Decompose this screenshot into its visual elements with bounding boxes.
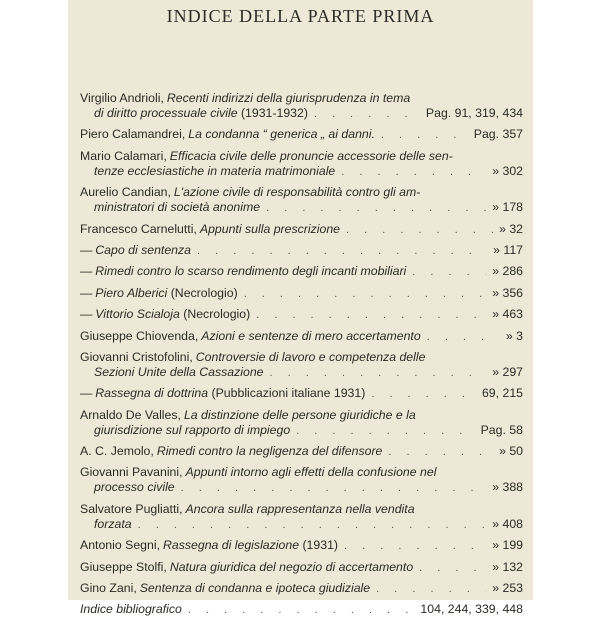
entry-continuation-line [80, 164, 523, 180]
index-entry [80, 386, 523, 402]
index-entry [80, 444, 523, 460]
entry-author: Mario Calamari, [80, 148, 167, 163]
entry-author: — [80, 242, 93, 257]
entry-first-line [80, 91, 523, 106]
entry-first-line [80, 149, 523, 164]
page-title: INDICE DELLA PARTE PRIMA [166, 6, 435, 26]
entry-pages: » 297 [492, 364, 523, 379]
index-entry [80, 91, 523, 122]
dot-leader [370, 582, 486, 597]
entry-pages: » 199 [492, 538, 523, 553]
index-entry [80, 149, 523, 180]
entry-author: Salvatore Pugliatti, [80, 501, 183, 516]
entry-first-line [80, 243, 523, 259]
entry-title: Rimedi contro la negligenza del difensore [156, 444, 383, 459]
dot-leader [335, 165, 486, 180]
entry-author: Piero Calamandrei, [80, 127, 186, 142]
entry-title: tenze ecclesiastiche in materia matrimoniale [94, 163, 336, 178]
index-entry [80, 408, 523, 439]
entry-first-line [80, 560, 523, 576]
entry-text [94, 480, 175, 495]
entry-title: Controversie di lavoro e competenza delle [195, 349, 426, 364]
index-entry [80, 538, 523, 554]
entry-title: La distinzione delle persone giuridiche e la [183, 407, 416, 422]
dot-leader [382, 445, 493, 460]
entry-text [94, 365, 264, 380]
entry-author: — [80, 307, 93, 322]
dot-leader [191, 244, 487, 259]
index-list [80, 91, 523, 624]
entry-text [94, 200, 260, 215]
entry-suffix: (1931) [299, 538, 339, 553]
entry-pages: 69, 215 [481, 386, 523, 401]
dot-leader [413, 561, 486, 576]
entry-title: forzata [94, 516, 132, 531]
entry-text [80, 127, 375, 142]
entry-text [80, 307, 250, 322]
index-entry [80, 286, 523, 302]
entry-title: La condanna “ generica „ ai danni. [188, 127, 375, 142]
entry-text [94, 164, 335, 179]
entry-text [94, 423, 290, 438]
entry-first-line [80, 444, 523, 460]
entry-text [94, 106, 308, 121]
entry-author: — [80, 285, 93, 300]
entry-continuation-line [80, 517, 523, 533]
entry-continuation-line [80, 423, 523, 439]
entry-author: Giuseppe Chiovenda, [80, 328, 199, 343]
entry-author: Giovanni Cristofolini, [80, 349, 193, 364]
entry-first-line [80, 408, 523, 423]
entry-text [94, 517, 132, 532]
entry-text [80, 465, 436, 480]
entry-title: di diritto processuale civile [94, 106, 238, 120]
index-entry [80, 307, 523, 323]
entry-pages: » 408 [492, 516, 523, 531]
entry-pages: » 463 [492, 307, 523, 322]
index-entry [80, 185, 523, 216]
index-entry [80, 243, 523, 259]
entry-pages: » 32 [499, 221, 523, 236]
entry-text [80, 264, 406, 279]
entry-text [80, 91, 410, 106]
entry-title: Efficacia civile delle pronuncie accessorie delle sen- [169, 148, 453, 163]
entry-first-line [80, 465, 523, 480]
entry-first-line [80, 386, 523, 402]
entry-title: Sezioni Unite della Cassazione [94, 364, 264, 379]
entry-author: A. C. Jemolo, [80, 444, 154, 459]
dot-leader [290, 424, 474, 439]
entry-text [80, 444, 382, 459]
entry-author: Antonio Segni, [80, 538, 160, 553]
entry-first-line [80, 127, 523, 143]
index-entry [80, 329, 523, 345]
entry-pages: » 132 [492, 559, 523, 574]
entry-author: Giovanni Pavanini, [80, 465, 183, 480]
entry-pages: » 388 [492, 480, 523, 495]
entry-first-line [80, 602, 523, 618]
entry-title: Piero Alberici [95, 285, 168, 300]
index-entry [80, 127, 523, 143]
entry-pages: » 302 [492, 163, 523, 178]
index-entry [80, 264, 523, 280]
entry-title: Azioni e sentenze di mero accertamento [201, 328, 421, 343]
index-entry [80, 502, 523, 533]
entry-pages: » 117 [493, 242, 523, 257]
entry-title: processo civile [94, 480, 175, 495]
entry-author: Virgilio Andrioli, [80, 91, 164, 105]
entry-first-line [80, 286, 523, 302]
entry-title: Rassegna di legislazione [163, 538, 300, 553]
book-page [68, 0, 533, 617]
entry-author: Francesco Carnelutti, [80, 221, 197, 236]
dot-leader [406, 265, 486, 280]
index-entry [80, 560, 523, 576]
entry-pages: » 286 [492, 264, 523, 279]
entry-title: Vittorio Scialoja [95, 307, 180, 322]
entry-pages: » 50 [499, 444, 523, 459]
entry-text [80, 185, 420, 200]
dot-leader [175, 481, 487, 496]
entry-title: Rassegna di dottrina [95, 386, 209, 401]
entry-suffix: (1931-1932) [237, 106, 308, 120]
entry-text [80, 222, 340, 237]
dot-leader [338, 539, 486, 554]
entry-title: Capo di sentenza [95, 242, 192, 257]
entry-continuation-line [80, 200, 523, 216]
entry-title: ministratori di società anonime [94, 200, 261, 215]
dot-leader [250, 308, 486, 323]
entry-pages: 104, 244, 339, 448 [420, 602, 523, 617]
entry-first-line [80, 185, 523, 200]
entry-first-line [80, 329, 523, 345]
entry-first-line [80, 222, 523, 238]
dot-leader [340, 223, 493, 238]
entry-pages: » 178 [492, 200, 523, 215]
entry-pages: Pag. 58 [480, 422, 523, 437]
index-entry [80, 350, 523, 381]
entry-text [80, 408, 416, 423]
dot-leader [375, 128, 468, 143]
dot-leader [308, 107, 420, 122]
entry-text [80, 243, 191, 258]
entry-title: giurisdizione sul rapporto di impiego [94, 422, 291, 437]
entry-author: Aurelio Candian, [80, 185, 171, 200]
entry-pages: » 253 [492, 581, 523, 596]
dot-leader [238, 287, 487, 302]
dot-leader [365, 387, 476, 402]
entry-title: Appunti sulla prescrizione [199, 221, 340, 236]
entry-continuation-line [80, 106, 523, 122]
entry-text [80, 502, 415, 517]
entry-first-line [80, 264, 523, 280]
index-entry [80, 465, 523, 496]
entry-suffix: (Necrologio) [179, 307, 251, 322]
entry-pages: » 356 [492, 285, 523, 300]
entry-text [80, 538, 338, 553]
entry-text [80, 560, 413, 575]
entry-author: — [80, 386, 93, 401]
entry-pages: Pag. 357 [473, 127, 523, 142]
dot-leader [264, 366, 487, 381]
entry-suffix: (Pubblicazioni italiane 1931) [208, 386, 366, 401]
entry-title: Appunti intorno agli effetti della confusione nel [185, 465, 437, 480]
entry-text [80, 581, 370, 596]
entry-text [80, 350, 425, 365]
entry-continuation-line [80, 480, 523, 496]
entry-author: — [80, 264, 93, 279]
entry-text [80, 149, 453, 164]
entry-continuation-line [80, 365, 523, 381]
entry-title: Indice bibliografico [80, 602, 182, 617]
entry-text [80, 286, 238, 301]
entry-pages: » 3 [505, 328, 523, 343]
entry-title: L'azione civile di responsabilità contro gli am- [173, 185, 421, 200]
entry-title: Ancora sulla rappresentanza nella vendita [185, 501, 415, 516]
index-entry [80, 602, 523, 618]
dot-leader [182, 603, 415, 618]
entry-first-line [80, 502, 523, 517]
entry-first-line [80, 581, 523, 597]
entry-text [80, 329, 421, 344]
entry-pages: Pag. 91, 319, 434 [425, 106, 523, 120]
entry-title: Sentenza di condanna e ipoteca giudiziale [139, 581, 371, 596]
dot-leader [132, 518, 487, 533]
entry-first-line [80, 538, 523, 554]
entry-title: Recenti indirizzi della giurisprudenza in tema [166, 91, 411, 105]
dot-leader [260, 201, 486, 216]
entry-author: Gino Zani, [80, 581, 137, 596]
entry-author: Arnaldo De Valles, [80, 407, 181, 422]
entry-author: Giuseppe Stolfi, [80, 559, 167, 574]
entry-title: Natura giuridica del negozio di accertamento [169, 559, 414, 574]
entry-first-line [80, 307, 523, 323]
dot-leader [421, 330, 500, 345]
entry-text [80, 602, 182, 617]
entry-text [80, 386, 365, 401]
entry-first-line [80, 350, 523, 365]
entry-suffix: (Necrologio) [167, 285, 238, 300]
index-entry [80, 581, 523, 597]
entry-title: Rimedi contro lo scarso rendimento degli incanti mobiliari [95, 264, 407, 279]
index-entry [80, 222, 523, 238]
